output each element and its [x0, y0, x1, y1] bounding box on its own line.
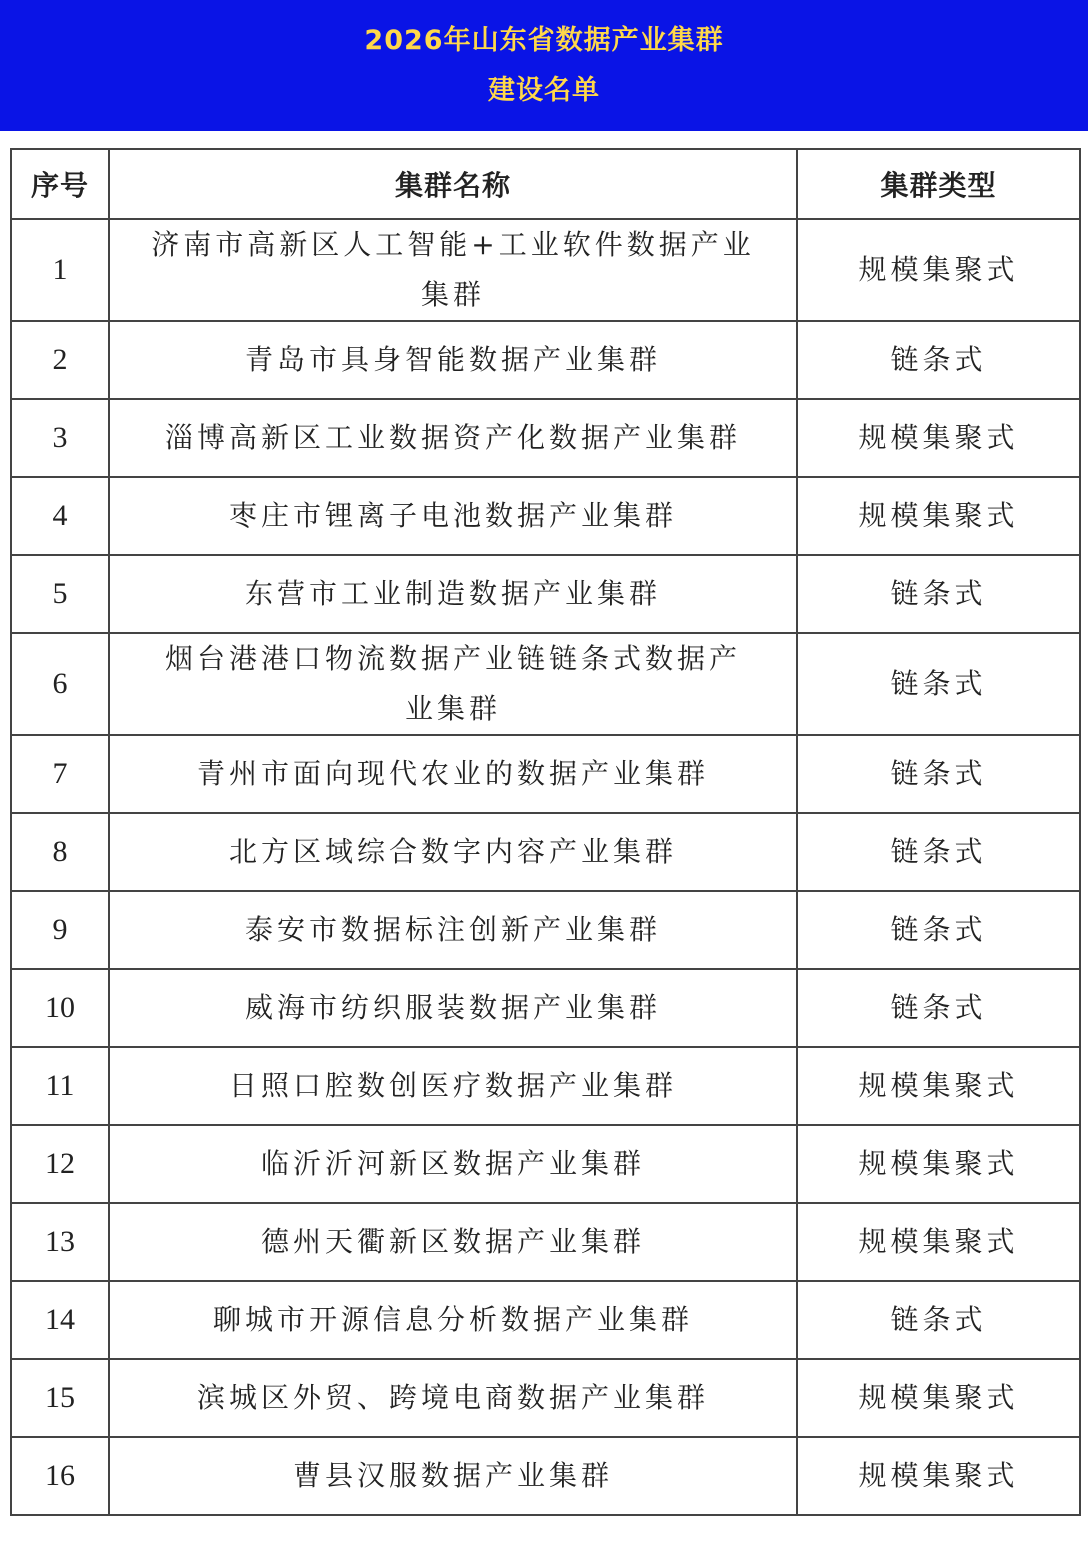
row-number: 11 — [11, 1047, 109, 1125]
cluster-type: 规模集聚式 — [797, 399, 1080, 477]
row-number: 6 — [11, 633, 109, 735]
table-row — [11, 1047, 1080, 1125]
cluster-name: 青州市面向现代农业的数据产业集群 — [109, 735, 797, 813]
cluster-type: 链条式 — [797, 735, 1080, 813]
column-header-no: 序号 — [11, 149, 109, 219]
cluster-type: 链条式 — [797, 813, 1080, 891]
page-title: 2026年山东省数据产业集群 — [364, 24, 724, 56]
row-number: 13 — [11, 1203, 109, 1281]
row-number: 9 — [11, 891, 109, 969]
table-row — [11, 1359, 1080, 1437]
cluster-name: 日照口腔数创医疗数据产业集群 — [109, 1047, 797, 1125]
cluster-type: 规模集聚式 — [797, 1437, 1080, 1515]
cluster-type: 链条式 — [797, 321, 1080, 399]
table-row — [11, 969, 1080, 1047]
row-number: 10 — [11, 969, 109, 1047]
cluster-name: 滨城区外贸、跨境电商数据产业集群 — [109, 1359, 797, 1437]
table-row — [11, 219, 1080, 321]
cluster-type: 链条式 — [797, 633, 1080, 735]
table-header-row — [11, 149, 1080, 219]
row-number: 16 — [11, 1437, 109, 1515]
cluster-name: 枣庄市锂离子电池数据产业集群 — [109, 477, 797, 555]
title-banner — [0, 0, 1088, 131]
cluster-name: 临沂沂河新区数据产业集群 — [109, 1125, 797, 1203]
cluster-type: 链条式 — [797, 555, 1080, 633]
column-header-type: 集群类型 — [797, 149, 1080, 219]
cluster-type: 规模集聚式 — [797, 1125, 1080, 1203]
row-number: 4 — [11, 477, 109, 555]
row-number: 14 — [11, 1281, 109, 1359]
cluster-name: 淄博高新区工业数据资产化数据产业集群 — [109, 399, 797, 477]
cluster-name: 威海市纺织服装数据产业集群 — [109, 969, 797, 1047]
row-number: 15 — [11, 1359, 109, 1437]
cluster-name: 青岛市具身智能数据产业集群 — [109, 321, 797, 399]
row-number: 5 — [11, 555, 109, 633]
page-subtitle: 建设名单 — [488, 74, 600, 106]
column-header-name: 集群名称 — [109, 149, 797, 219]
cluster-name: 聊城市开源信息分析数据产业集群 — [109, 1281, 797, 1359]
row-number: 12 — [11, 1125, 109, 1203]
row-number: 1 — [11, 219, 109, 321]
cluster-name: 德州天衢新区数据产业集群 — [109, 1203, 797, 1281]
table-row — [11, 399, 1080, 477]
row-number: 3 — [11, 399, 109, 477]
table-row — [11, 633, 1080, 735]
cluster-type: 链条式 — [797, 969, 1080, 1047]
cluster-type: 链条式 — [797, 891, 1080, 969]
table-row — [11, 477, 1080, 555]
cluster-type: 规模集聚式 — [797, 1047, 1080, 1125]
cluster-table — [10, 148, 1081, 1516]
cluster-name: 曹县汉服数据产业集群 — [109, 1437, 797, 1515]
cluster-type: 规模集聚式 — [797, 477, 1080, 555]
cluster-name: 烟台港港口物流数据产业链链条式数据产业集群 — [109, 633, 797, 735]
row-number: 7 — [11, 735, 109, 813]
table-row — [11, 735, 1080, 813]
cluster-type: 规模集聚式 — [797, 1203, 1080, 1281]
cluster-type: 规模集聚式 — [797, 219, 1080, 321]
table-row — [11, 891, 1080, 969]
table-row — [11, 813, 1080, 891]
cluster-name: 泰安市数据标注创新产业集群 — [109, 891, 797, 969]
cluster-type: 规模集聚式 — [797, 1359, 1080, 1437]
cluster-type: 链条式 — [797, 1281, 1080, 1359]
cluster-name: 济南市高新区人工智能+工业软件数据产业集群 — [109, 219, 797, 321]
cluster-name: 北方区域综合数字内容产业集群 — [109, 813, 797, 891]
table-row — [11, 1281, 1080, 1359]
table-row — [11, 1125, 1080, 1203]
row-number: 2 — [11, 321, 109, 399]
row-number: 8 — [11, 813, 109, 891]
table-row — [11, 555, 1080, 633]
table-row — [11, 1437, 1080, 1515]
table-row — [11, 1203, 1080, 1281]
cluster-name: 东营市工业制造数据产业集群 — [109, 555, 797, 633]
table-row — [11, 321, 1080, 399]
